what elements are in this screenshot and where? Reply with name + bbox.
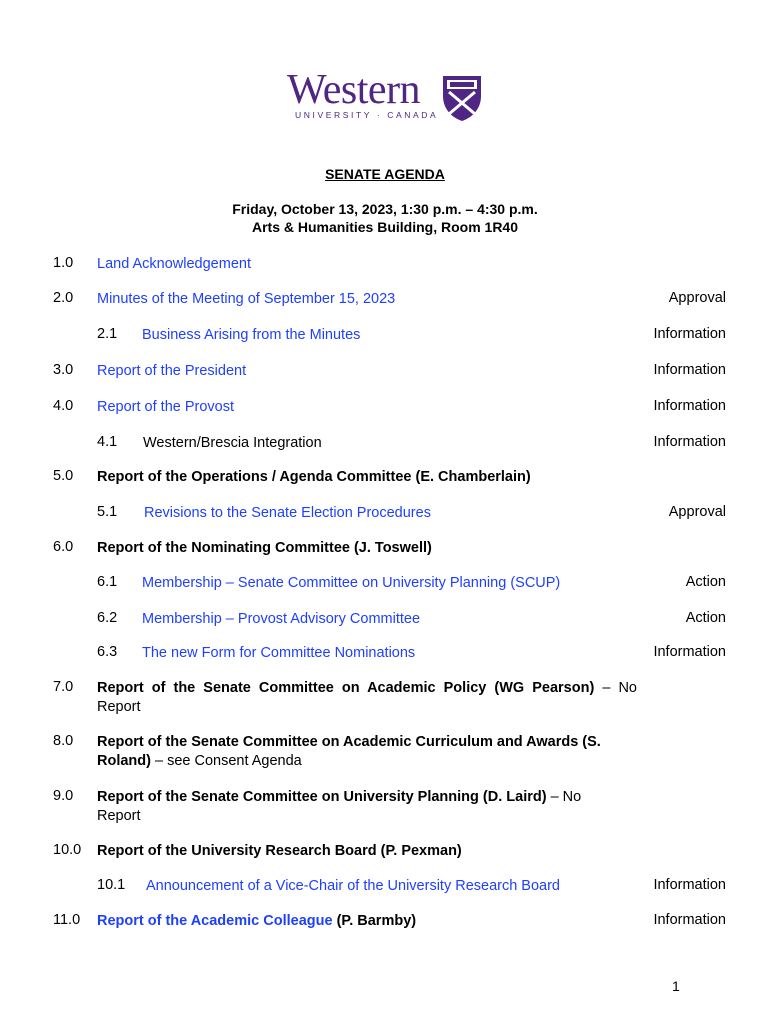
item-number: 2.1 — [97, 326, 118, 342]
item-number: 4.1 — [97, 434, 118, 450]
urb-vice-chair-link[interactable]: Announcement of a Vice-Chair of the University Research Board — [146, 878, 561, 894]
president-report-link[interactable]: Report of the President — [97, 363, 247, 379]
item-number: 6.2 — [97, 610, 118, 626]
committee-name: Report of the Senate Committee on University Planning (D. Laird) — [97, 789, 547, 805]
page-number: 1 — [672, 978, 680, 994]
item-number: 10.1 — [97, 877, 126, 893]
status-label: Information — [653, 398, 726, 414]
status-label: Information — [653, 912, 726, 928]
election-procedures-link[interactable]: Revisions to the Senate Election Procedures — [144, 505, 431, 521]
status-label: Action — [685, 574, 726, 590]
status-label: Approval — [668, 290, 726, 306]
item-number: 2.0 — [53, 290, 74, 306]
item-note: – No Report — [97, 680, 637, 715]
nominations-form-link[interactable]: The new Form for Committee Nominations — [142, 645, 416, 661]
item-number: 3.0 — [53, 362, 74, 378]
scup-membership-link[interactable]: Membership – Senate Committee on University Planning (SCUP) — [142, 575, 561, 591]
agenda-item-paragraph — [97, 733, 612, 771]
status-label: Information — [653, 644, 726, 660]
agenda-section-heading: Report of the Nominating Committee (J. Toswell) — [97, 540, 432, 556]
item-number: 7.0 — [53, 679, 74, 695]
item-number: 8.0 — [53, 733, 74, 749]
item-number: 6.3 — [97, 644, 118, 660]
status-label: Approval — [668, 504, 726, 520]
minutes-link[interactable]: Minutes of the Meeting of September 15, 2023 — [97, 291, 396, 307]
item-number: 6.1 — [97, 574, 118, 590]
item-number: 5.0 — [53, 468, 74, 484]
item-number: 11.0 — [53, 912, 81, 928]
item-number: 9.0 — [53, 788, 74, 804]
item-number: 10.0 — [53, 842, 82, 858]
status-label: Information — [653, 326, 726, 342]
item-note: – see Consent Agenda — [150, 753, 302, 769]
land-acknowledgement-link[interactable]: Land Acknowledgement — [97, 256, 251, 272]
item-number: 6.0 — [53, 539, 74, 555]
item-number: 4.0 — [53, 398, 74, 414]
item-note: – No Report — [97, 789, 582, 824]
agenda-section-heading: Report of the University Research Board (P. Pexman) — [97, 843, 462, 859]
item-number: 1.0 — [53, 255, 74, 271]
status-label: Information — [653, 877, 726, 893]
provost-committee-link[interactable]: Membership – Provost Advisory Committee — [142, 611, 421, 627]
status-label: Information — [653, 362, 726, 378]
agenda-item-paragraph — [97, 912, 416, 930]
item-number: 5.1 — [97, 504, 118, 520]
agenda-section-heading: Report of the Operations / Agenda Committee (E. Chamberlain) — [97, 469, 531, 485]
business-arising-link[interactable]: Business Arising from the Minutes — [142, 327, 361, 343]
academic-colleague-link[interactable]: Report of the Academic Colleague — [97, 913, 333, 929]
meeting-location: Arts & Humanities Building, Room 1R40 — [251, 219, 519, 235]
agenda-item-paragraph — [97, 788, 612, 826]
status-label: Information — [653, 434, 726, 450]
committee-name: Report of the Senate Committee on Academic Curriculum and Awards (S. Roland) — [97, 734, 601, 769]
item-note: (P. Barmby) — [332, 913, 417, 929]
western-logo — [287, 67, 483, 124]
shield-icon — [441, 74, 483, 122]
meeting-date: Friday, October 13, 2023, 1:30 p.m. – 4:30 p.m. — [232, 201, 538, 217]
logo-subtitle: UNIVERSITY · CANADA — [295, 110, 439, 120]
agenda-item-paragraph — [97, 679, 637, 717]
status-label: Action — [685, 610, 726, 626]
provost-report-link[interactable]: Report of the Provost — [97, 399, 235, 415]
logo-wordmark: Western — [287, 67, 421, 113]
page-title: SENATE AGENDA — [325, 166, 445, 182]
committee-name: Report of the Senate Committee on Academic Policy (WG Pearson) — [97, 680, 595, 696]
agenda-item-label: Western/Brescia Integration — [143, 435, 322, 451]
